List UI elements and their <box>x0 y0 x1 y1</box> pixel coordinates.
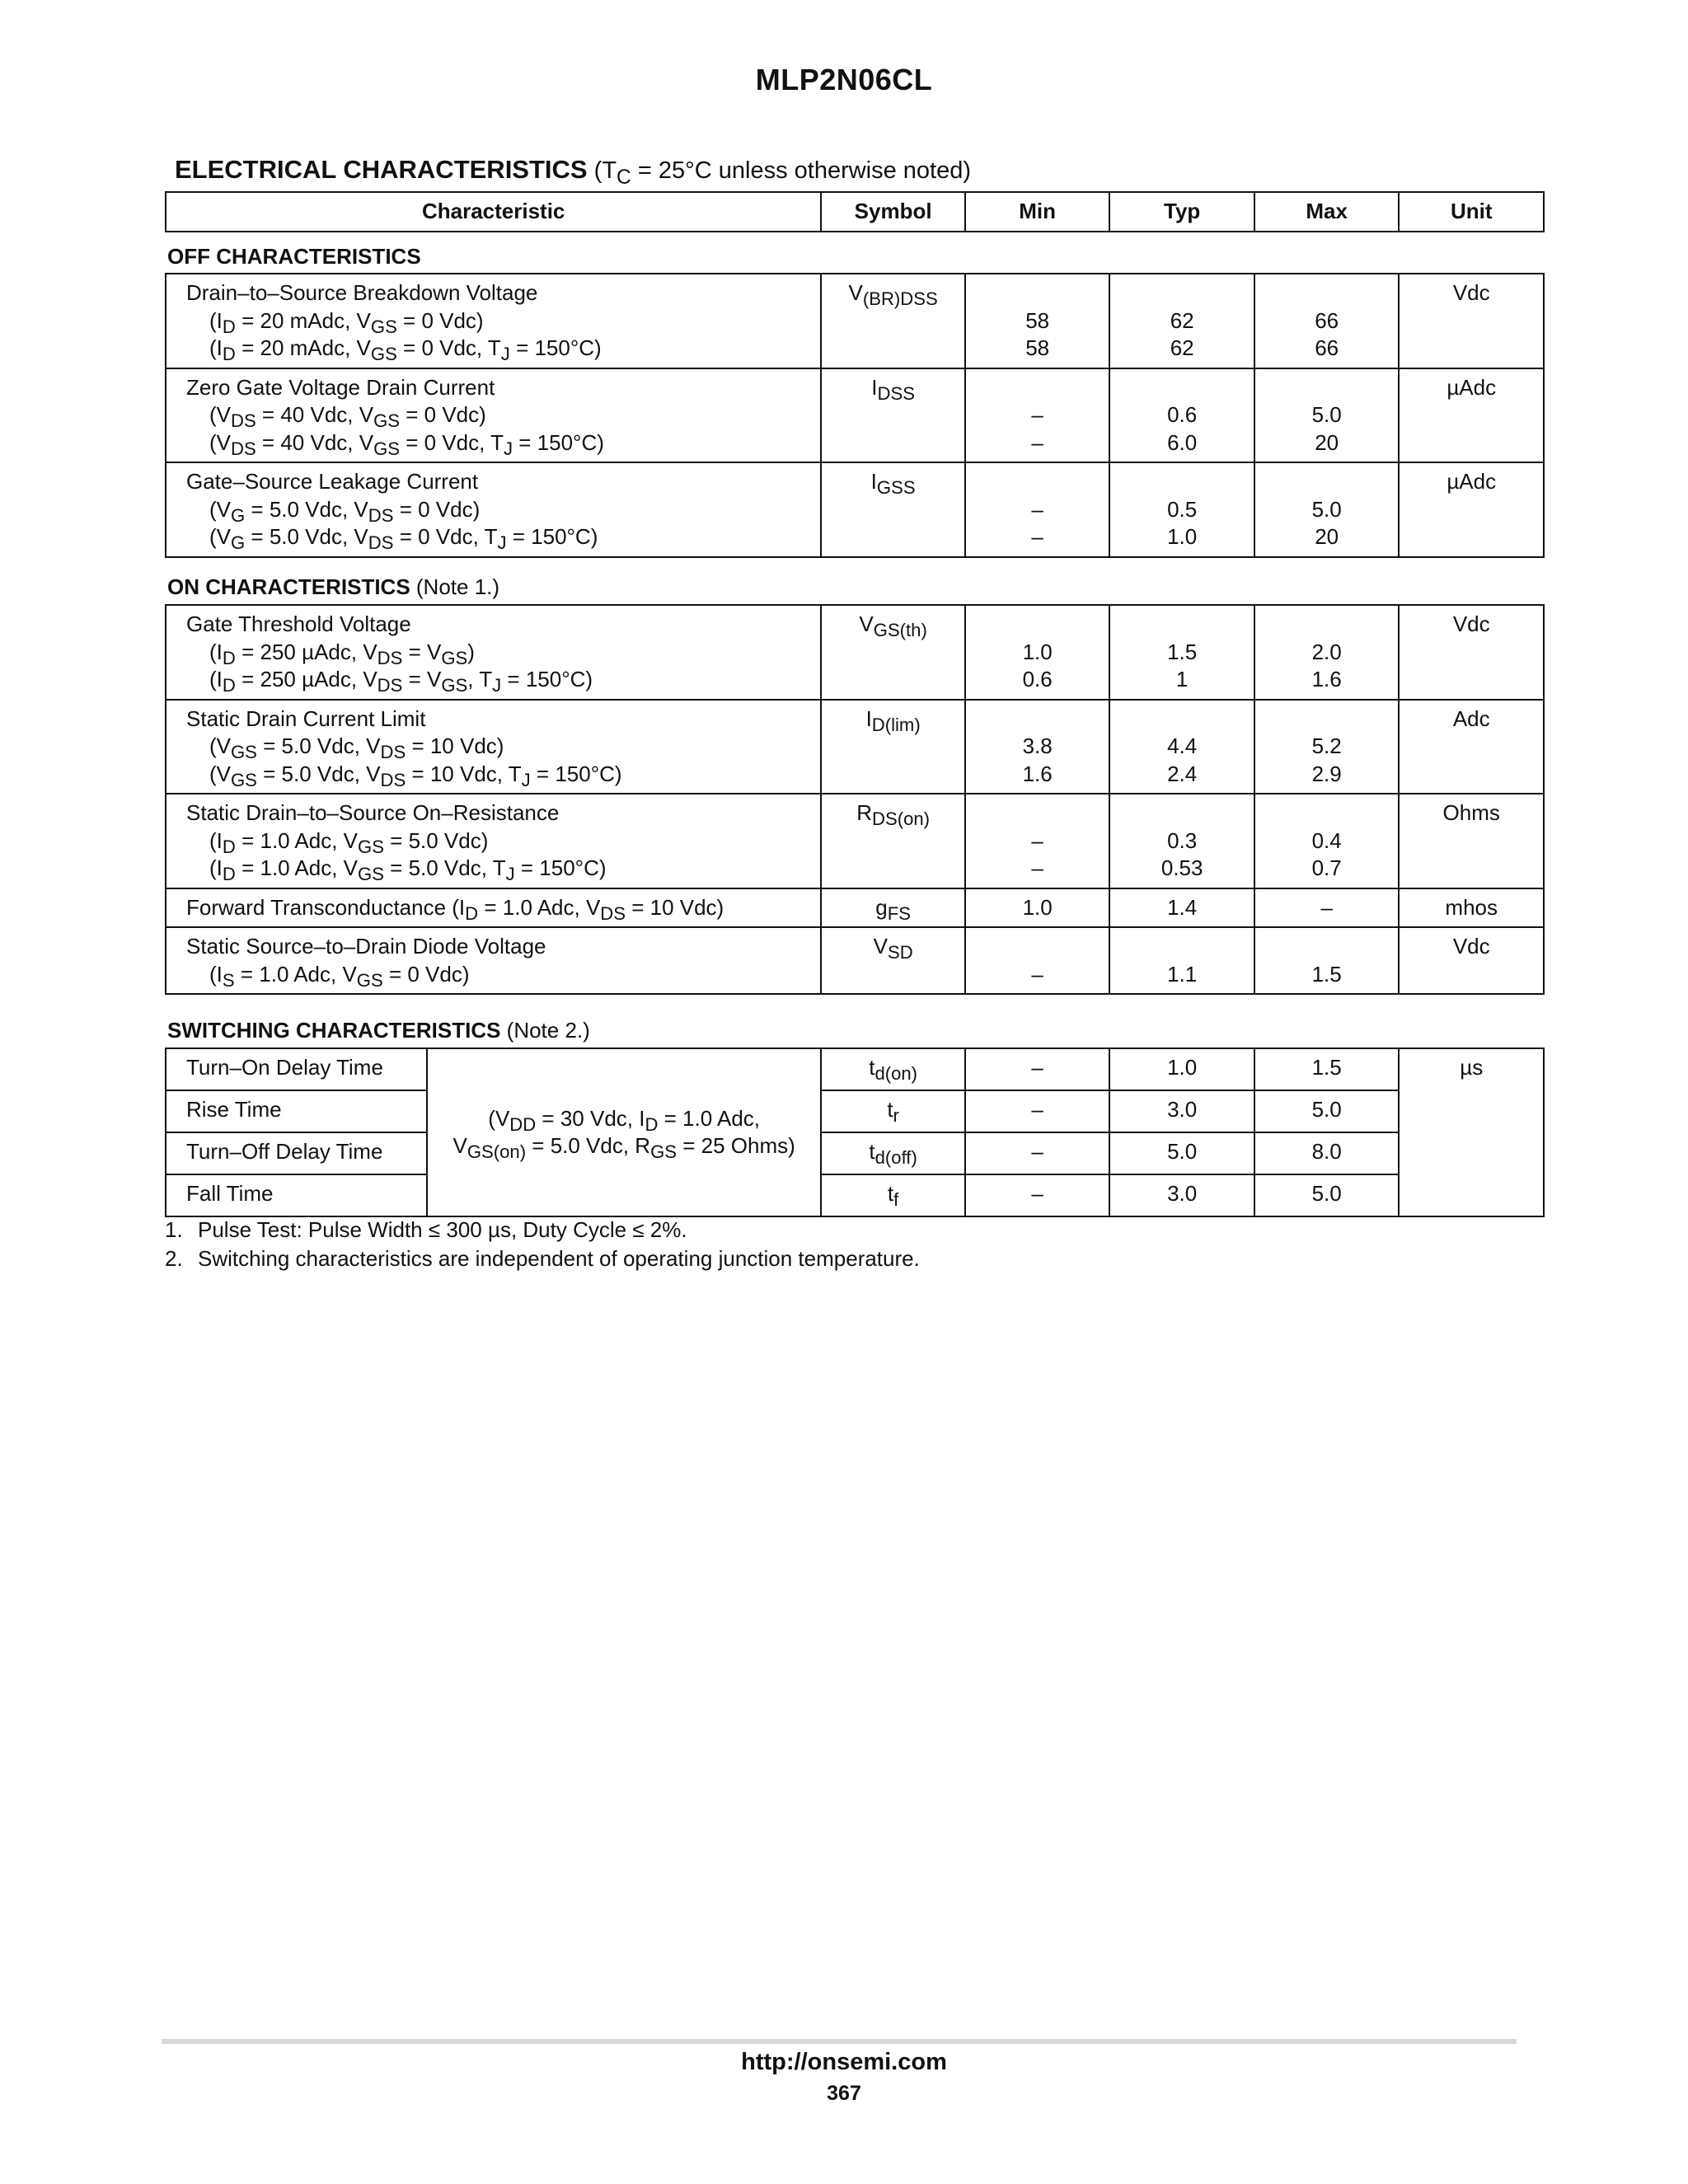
col-unit: Unit <box>1399 192 1544 232</box>
table-row: Static Drain Current Limit ($V_{GS} = 5.0$ Vdc, $V_{DS} = 10$ Vdc) ($V_{GS} = 5.0$ Vdc, $V_{DS} = 10$ Vdc, $T_J = 150^\circ C$) $I_{D(lim)}$ 3.8 1.6 4.4 2.4 5.2 2.9 Adc <box>166 700 1544 794</box>
on-characteristics-table <box>165 604 1545 995</box>
max-value: 5.0 <box>1254 1174 1400 1216</box>
param-symbol: $R_{DS(on)}$ <box>821 794 965 888</box>
heading-conditions: ($T_C = 25^\circ C$ unless otherwise noted) <box>593 157 972 189</box>
param-name: Fall Time <box>166 1174 427 1216</box>
param-name: Drain–to–Source Breakdown Voltage <box>186 280 538 305</box>
max-value: 0.4 <box>1311 827 1342 853</box>
footnotes <box>165 1216 920 1273</box>
footnote: 1. Pulse Test: Pulse Width ≤ 300 µs, Duty Cycle ≤ 2%. <box>165 1217 687 1242</box>
param-name: Forward Transconductance <box>186 894 447 920</box>
table-row: Static Drain–to–Source On–Resistance ($I_D = 1.0$ Adc, $V_{GS} = 5.0$ Vdc) ($I_D = 1.0$ Adc, $V_{GS} = 5.0$ Vdc, $T_J = 150^\circ C$) $R_{DS(on)}$ – – 0.3 0.53 0.4 0.7 Ohms <box>166 794 1544 888</box>
param-unit: Vdc <box>1399 605 1544 700</box>
col-min: Min <box>965 192 1110 232</box>
min-value: – <box>1031 496 1043 522</box>
param-unit: µAdc <box>1399 462 1544 557</box>
electrical-characteristics-heading <box>175 155 972 189</box>
min-value: 58 <box>1025 335 1050 360</box>
max-value: 66 <box>1315 307 1339 333</box>
typ-value: 0.5 <box>1167 496 1198 522</box>
table-row <box>166 1090 1544 1132</box>
typ-value: 3.0 <box>1109 1174 1254 1216</box>
typ-value: 2.4 <box>1167 761 1198 786</box>
param-name: Rise Time <box>166 1090 427 1132</box>
max-value: 2.0 <box>1311 639 1342 664</box>
param-unit: µs <box>1399 1048 1544 1216</box>
param-name: Zero Gate Voltage Drain Current <box>186 374 495 400</box>
min-value: 1.0 <box>965 888 1110 928</box>
min-value: – <box>965 1048 1110 1090</box>
max-value: 1.5 <box>1254 1048 1400 1090</box>
footer-divider <box>162 2039 1517 2044</box>
table-row: Drain–to–Source Breakdown Voltage ($I_D = 20$ mAdc, $V_{GS} = 0$ Vdc) ($I_D = 20$ mAdc, $V_{GS} = 0$ Vdc, $T_J = 150^\circ C$) $V_{(BR)DSS}$ 58 58 62 62 66 66 Vdc <box>166 274 1544 368</box>
param-name: Static Source–to–Drain Diode Voltage <box>186 934 546 958</box>
param-unit: mhos <box>1399 888 1544 928</box>
switching-characteristics-table <box>165 1047 1545 1217</box>
param-unit: Vdc <box>1399 927 1544 994</box>
min-value: 58 <box>1025 307 1050 333</box>
max-value: 0.7 <box>1311 855 1342 880</box>
param-name: Gate Threshold Voltage <box>186 612 411 636</box>
param-symbol: $g_{FS}$ <box>821 888 965 928</box>
table-row <box>166 1174 1544 1216</box>
col-max: Max <box>1254 192 1400 232</box>
typ-value: 62 <box>1170 307 1194 333</box>
typ-value: 1.1 <box>1167 961 1198 987</box>
min-value: – <box>965 1174 1110 1216</box>
max-value: 2.9 <box>1311 761 1342 786</box>
max-value: 1.6 <box>1311 667 1342 691</box>
col-symbol: Symbol <box>821 192 965 232</box>
typ-value: 0.6 <box>1167 402 1198 427</box>
max-value: 5.0 <box>1254 1090 1400 1132</box>
column-header-table <box>165 191 1545 232</box>
param-symbol: $V_{SD}$ <box>821 927 965 994</box>
param-unit: Adc <box>1399 700 1544 794</box>
on-characteristics-title: ON CHARACTERISTICS (Note 1.) <box>167 574 500 599</box>
test-conditions: ($V_{DD} = 30$ Vdc, $I_D = 1.0$ Adc, $V_{GS(on)} = 5.0$ Vdc, $R_{GS} = 25$ Ohms) <box>427 1048 821 1216</box>
typ-value: 0.3 <box>1167 827 1198 853</box>
table-row <box>166 1132 1544 1174</box>
min-value: 1.6 <box>1022 761 1053 786</box>
param-symbol: $I_{D(lim)}$ <box>821 700 965 794</box>
min-value: – <box>1031 827 1043 853</box>
table-row: Static Source–to–Drain Diode Voltage ($I_S = 1.0$ Adc, $V_{GS} = 0$ Vdc) $V_{SD}$ – 1.1 1.5 Vdc <box>166 927 1544 994</box>
min-value: – <box>1031 429 1043 455</box>
document-title: MLP2N06CL <box>755 63 933 96</box>
param-symbol: $V_{GS(th)}$ <box>821 605 965 700</box>
typ-value: 1 <box>1175 667 1189 691</box>
typ-value: 3.0 <box>1109 1090 1254 1132</box>
param-symbol: $t_r$ <box>821 1090 965 1132</box>
max-value: 5.0 <box>1311 402 1342 427</box>
min-value: – <box>1031 402 1043 427</box>
off-characteristics-table <box>165 273 1545 558</box>
param-unit: µAdc <box>1399 368 1544 463</box>
typ-value: 0.53 <box>1160 855 1203 880</box>
max-value: 20 <box>1315 429 1339 455</box>
typ-value: 1.4 <box>1109 888 1254 928</box>
typ-value: 62 <box>1170 335 1194 360</box>
max-value: – <box>1254 888 1400 928</box>
min-value: – <box>1031 524 1043 549</box>
page-number: 367 <box>827 2082 861 2105</box>
max-value: 66 <box>1315 335 1339 360</box>
table-row: Forward Transconductance ($I_D = 1.0$ Adc, $V_{DS} = 10$ Vdc) $g_{FS}$ 1.0 1.4 – mhos <box>166 888 1544 928</box>
switching-characteristics-title: SWITCHING CHARACTERISTICS (Note 2.) <box>167 1018 590 1043</box>
max-value: 1.5 <box>1311 961 1342 987</box>
max-value: 8.0 <box>1254 1132 1400 1174</box>
param-symbol: $t_{d(off)}$ <box>821 1132 965 1174</box>
min-value: – <box>1031 961 1043 987</box>
typ-value: 1.5 <box>1167 639 1198 664</box>
table-row: Gate–Source Leakage Current ($V_G = 5.0$ Vdc, $V_{DS} = 0$ Vdc) ($V_G = 5.0$ Vdc, $V_{DS} = 0$ Vdc, $T_J = 150^\circ C$) $I_{GSS}$ – – 0.5 1.0 5.0 20 µAdc <box>166 462 1544 557</box>
typ-value: 4.4 <box>1167 733 1198 758</box>
param-symbol: $t_{d(on)}$ <box>821 1048 965 1090</box>
max-value: 20 <box>1315 524 1339 549</box>
param-name: Turn–Off Delay Time <box>166 1132 427 1174</box>
off-characteristics-title: OFF CHARACTERISTICS <box>167 244 421 269</box>
typ-value: 1.0 <box>1167 524 1198 549</box>
param-name: Gate–Source Leakage Current <box>186 469 479 494</box>
param-unit: Vdc <box>1399 274 1544 368</box>
col-characteristic: Characteristic <box>166 192 821 232</box>
footnote: 2. Switching characteristics are independent of operating junction temperature. <box>165 1246 920 1271</box>
max-value: 5.2 <box>1311 733 1342 758</box>
min-value: 3.8 <box>1022 733 1053 758</box>
table-row: Zero Gate Voltage Drain Current ($V_{DS} = 40$ Vdc, $V_{GS} = 0$ Vdc) ($V_{DS} = 40$ Vdc, $V_{GS} = 0$ Vdc, $T_J = 150^\circ C$) $I_{DSS}$ – – 0.6 6.0 5.0 20 µAdc <box>166 368 1544 463</box>
table-row <box>166 1048 1544 1090</box>
param-unit: Ohms <box>1399 794 1544 888</box>
min-value: – <box>965 1132 1110 1174</box>
min-value: – <box>1031 855 1043 880</box>
param-name: Static Drain Current Limit <box>186 705 426 731</box>
param-symbol: $V_{(BR)DSS}$ <box>821 274 965 368</box>
min-value: 1.0 <box>1022 639 1053 664</box>
param-name: Turn–On Delay Time <box>166 1048 427 1090</box>
param-symbol: $I_{GSS}$ <box>821 462 965 557</box>
heading-title: ELECTRICAL CHARACTERISTICS <box>175 155 588 184</box>
min-value: – <box>965 1090 1110 1132</box>
footer-url-link[interactable]: http://onsemi.com <box>741 2049 947 2075</box>
typ-value: 5.0 <box>1109 1132 1254 1174</box>
param-symbol: $I_{DSS}$ <box>821 368 965 463</box>
typ-value: 6.0 <box>1167 429 1198 455</box>
min-value: 0.6 <box>1022 667 1053 691</box>
param-name: Static Drain–to–Source On–Resistance <box>186 800 560 825</box>
col-typ: Typ <box>1109 192 1254 232</box>
param-symbol: $t_f$ <box>821 1174 965 1216</box>
max-value: 5.0 <box>1311 496 1342 522</box>
typ-value: 1.0 <box>1109 1048 1254 1090</box>
table-row: Gate Threshold Voltage ($I_D = 250$ µAdc, $V_{DS} = V_{GS}$) ($I_D = 250$ µAdc, $V_{DS} = V_{GS}$, $T_J = 150^\circ C$) $V_{GS(th)}$ 1.0 0.6 1.5 1 2.0 1.6 Vdc <box>166 605 1544 700</box>
